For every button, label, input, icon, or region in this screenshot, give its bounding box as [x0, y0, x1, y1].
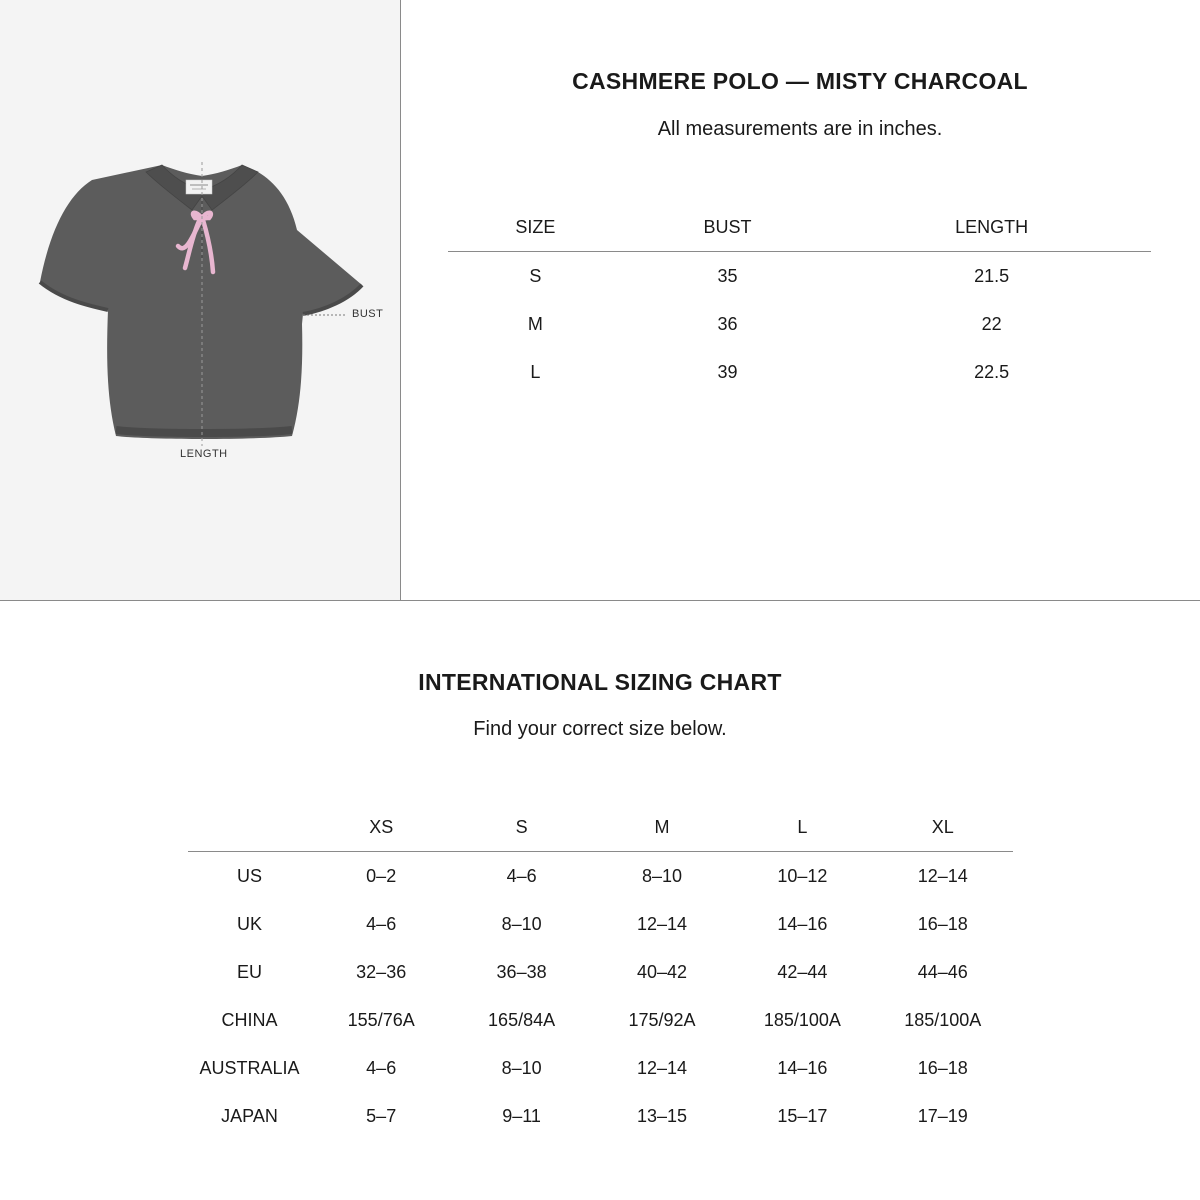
header-region — [188, 803, 311, 852]
header-xl: XL — [873, 803, 1013, 852]
table-cell: 35 — [717, 265, 738, 286]
table-cell: 5–7 — [366, 1105, 397, 1126]
table-cell: 14–16 — [777, 913, 828, 934]
header-bust: BUST — [623, 203, 833, 252]
table-cell: 9–11 — [502, 1105, 541, 1126]
length-label: LENGTH — [180, 448, 228, 460]
table-cell: 40–42 — [636, 961, 687, 982]
measurements-table — [448, 203, 1151, 396]
table-row — [188, 996, 1013, 1044]
table-cell: 12–14 — [917, 865, 968, 886]
table-header-row — [448, 203, 1151, 252]
bust-label: BUST — [352, 308, 384, 320]
table-cell: 22.5 — [974, 361, 1010, 382]
table-cell: 0–2 — [366, 865, 397, 886]
table-cell: S — [529, 265, 542, 286]
header-m: M — [592, 803, 732, 852]
polo-shirt-illustration — [0, 0, 400, 600]
region-label: US — [236, 865, 262, 886]
table-cell: 10–12 — [777, 865, 828, 886]
table-cell: 16–18 — [917, 913, 968, 934]
table-cell: 42–44 — [777, 961, 828, 982]
table-row — [188, 948, 1013, 996]
table-row — [188, 900, 1013, 948]
brand-tag — [186, 180, 212, 194]
product-image-panel — [0, 0, 401, 600]
product-subtitle: All measurements are in inches. — [657, 118, 943, 140]
table-row — [448, 348, 1151, 396]
header-xs: XS — [311, 803, 451, 852]
table-cell: 16–18 — [917, 1057, 968, 1078]
region-label: CHINA — [221, 1009, 278, 1030]
table-cell: 17–19 — [917, 1105, 968, 1126]
table-cell: 12–14 — [636, 1057, 687, 1078]
table-cell: 175/92A — [628, 1009, 696, 1030]
table-cell: 22 — [981, 313, 1002, 334]
header-length: LENGTH — [832, 203, 1151, 252]
table-cell: 4–6 — [506, 865, 537, 886]
table-cell: 4–6 — [366, 1057, 397, 1078]
header-size: SIZE — [448, 203, 623, 252]
table-cell: M — [527, 313, 543, 334]
table-cell: 13–15 — [636, 1105, 687, 1126]
table-row — [188, 1044, 1013, 1092]
region-label: UK — [236, 913, 262, 934]
table-cell: 8–10 — [501, 913, 542, 934]
table-row — [188, 852, 1013, 901]
table-cell: 4–6 — [366, 913, 397, 934]
table-row — [188, 1092, 1013, 1140]
region-label: JAPAN — [221, 1105, 278, 1126]
table-cell: 21.5 — [974, 265, 1010, 286]
table-cell: 8–10 — [501, 1057, 542, 1078]
table-cell: 39 — [717, 361, 738, 382]
table-cell: 185/100A — [763, 1009, 841, 1030]
region-label: EU — [236, 961, 262, 982]
international-title: INTERNATIONAL SIZING CHART — [418, 669, 782, 695]
table-cell: 36–38 — [496, 961, 547, 982]
table-cell: 32–36 — [356, 961, 407, 982]
table-cell: 155/76A — [347, 1009, 415, 1030]
table-cell: 165/84A — [488, 1009, 556, 1030]
header-l: L — [732, 803, 872, 852]
table-cell: L — [530, 361, 541, 382]
table-row — [448, 300, 1151, 348]
table-cell: 44–46 — [917, 961, 968, 982]
table-cell: 36 — [717, 313, 738, 334]
product-title: CASHMERE POLO — MISTY CHARCOAL — [572, 68, 1028, 94]
international-subtitle: Find your correct size below. — [473, 718, 727, 740]
international-sizing-table — [188, 803, 1013, 1140]
table-header-row — [188, 803, 1013, 852]
table-cell: 12–14 — [636, 913, 687, 934]
table-row — [448, 252, 1151, 301]
region-label: AUSTRALIA — [199, 1057, 300, 1078]
header-s: S — [451, 803, 591, 852]
table-cell: 185/100A — [904, 1009, 982, 1030]
table-cell: 14–16 — [777, 1057, 828, 1078]
table-cell: 15–17 — [777, 1105, 828, 1126]
table-cell: 8–10 — [641, 865, 682, 886]
polo-shirt-body — [40, 165, 362, 439]
